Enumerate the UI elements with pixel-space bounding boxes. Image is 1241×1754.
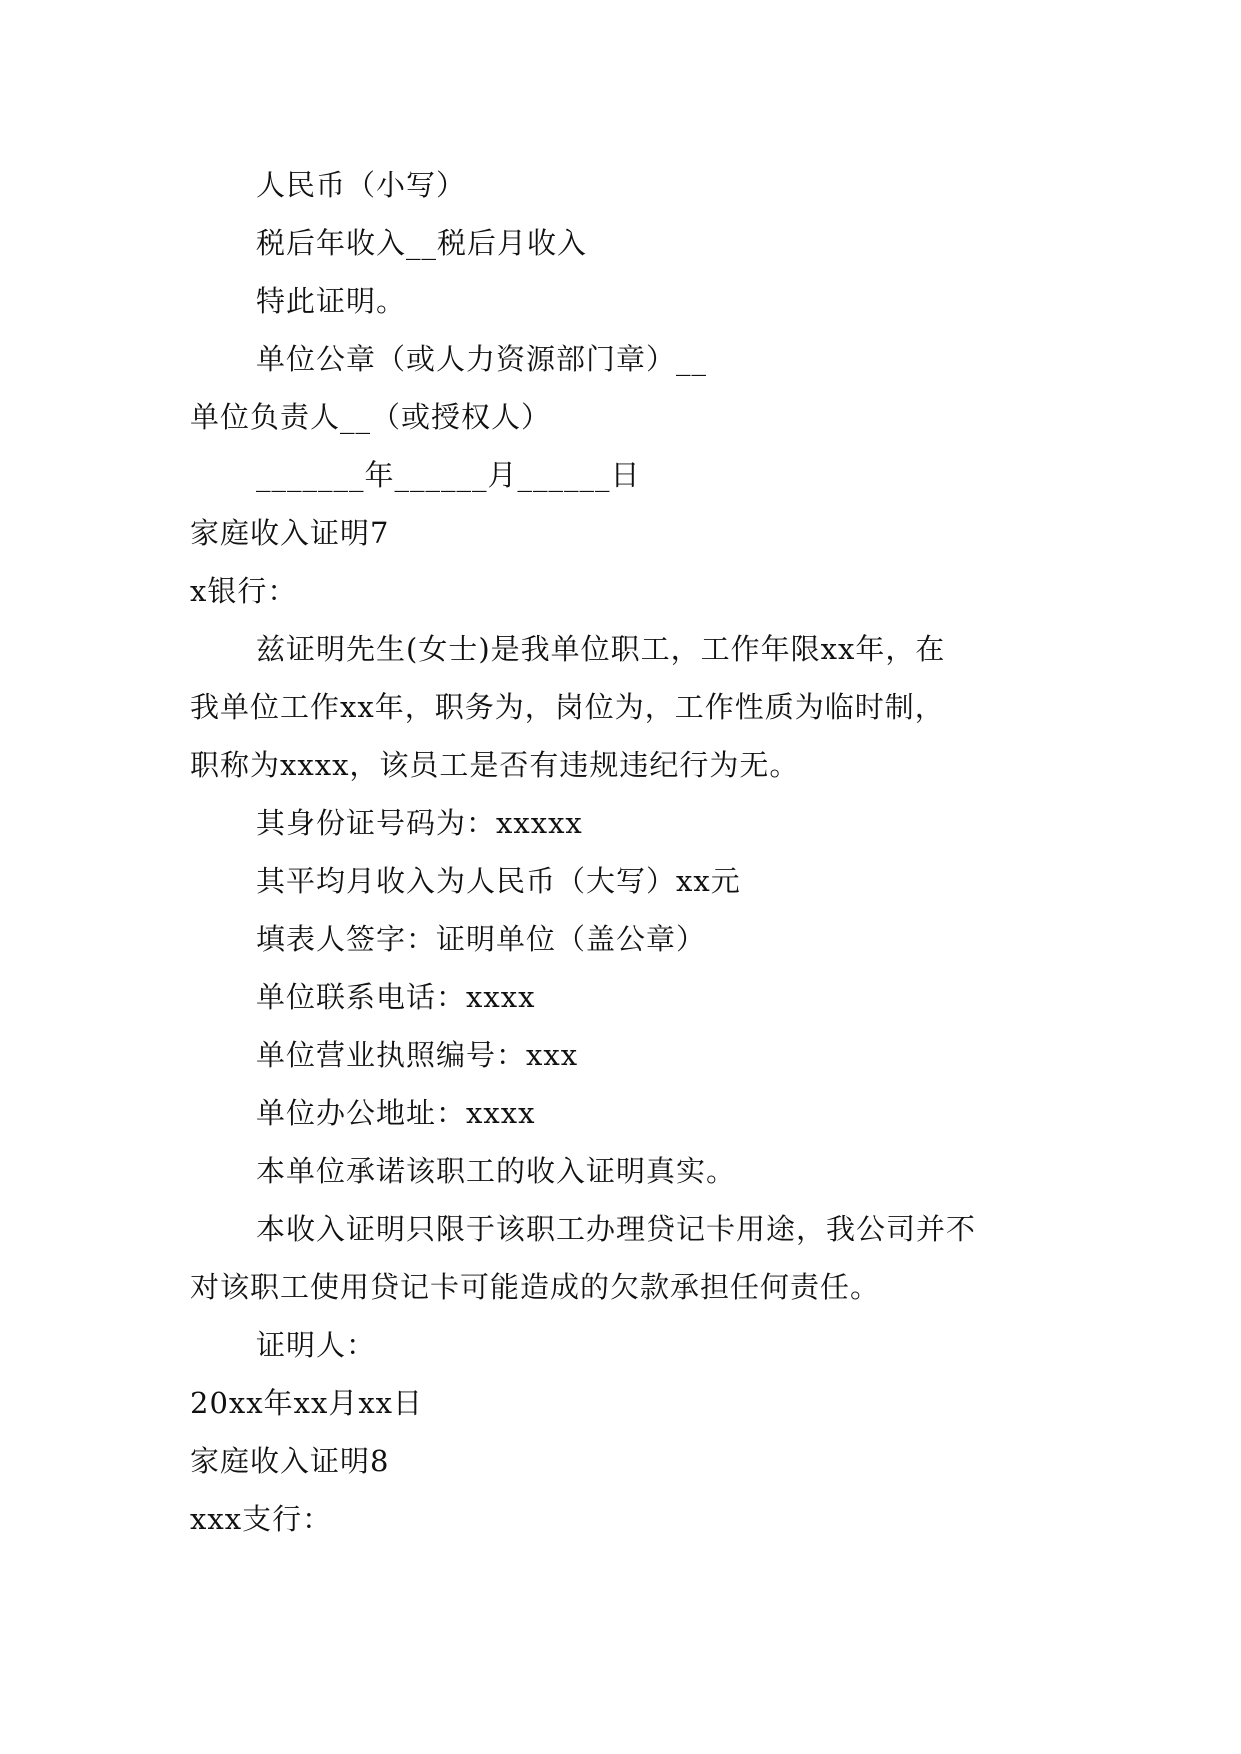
paragraph-line: 对该职工使用贷记卡可能造成的欠款承担任何责任。 [190,1270,881,1304]
text-line: 人民币（小写） [256,168,467,202]
text-line: 单位营业执照编号：xxx [256,1038,579,1072]
paragraph-line: 兹证明先生(女士)是我单位职工，工作年限xx年，在 [256,632,946,666]
text-line: 特此证明。 [256,284,407,318]
text-line: 单位联系电话：xxxx [256,980,536,1014]
paragraph-line: 职称为xxxx，该员工是否有违规违纪行为无。 [190,748,800,782]
text-line: 本单位承诺该职工的收入证明真实。 [256,1154,737,1188]
addressee: x银行： [190,574,298,608]
text-line: 单位负责人__（或授权人） [190,400,552,434]
text-line: 单位办公地址：xxxx [256,1096,536,1130]
text-line: 税后年收入__税后月收入 [256,226,588,260]
paragraph-line: 我单位工作xx年，职务为，岗位为，工作性质为临时制， [190,690,945,724]
text-line: 其平均月收入为人民币（大写）xx元 [256,864,741,898]
section-title: 家庭收入证明8 [190,1444,390,1478]
date-blank-line: _______年______月______日 [256,458,641,492]
date-line: 20xx年xx月xx日 [190,1386,424,1420]
text-line: 证明人： [256,1328,377,1362]
paragraph-line: 本收入证明只限于该职工办理贷记卡用途，我公司并不 [256,1212,977,1246]
text-line: 其身份证号码为：xxxxx [256,806,583,840]
text-line: 填表人签字：证明单位（盖公章） [256,922,707,956]
text-line: 单位公章（或人力资源部门章）__ [256,342,708,376]
addressee: xxx支行： [190,1502,333,1536]
section-title: 家庭收入证明7 [190,516,390,550]
